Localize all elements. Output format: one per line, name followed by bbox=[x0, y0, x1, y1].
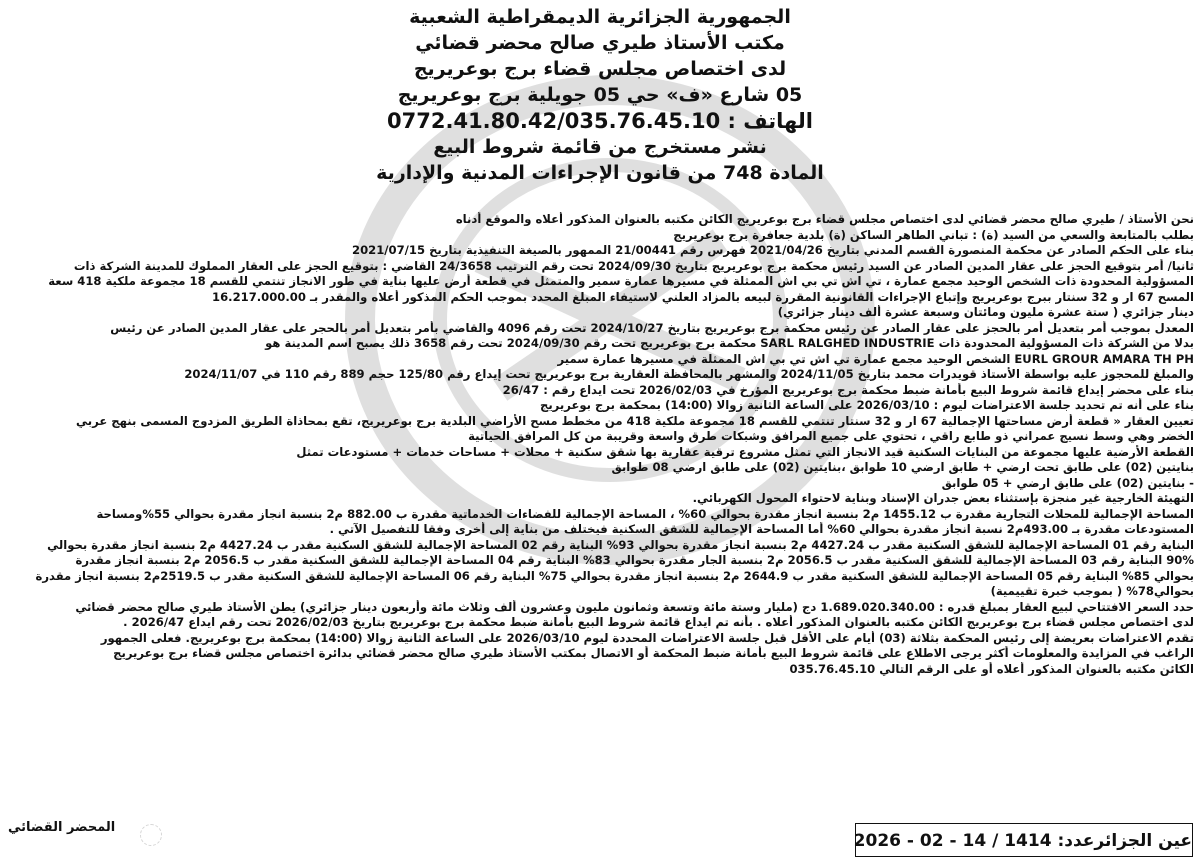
office-phone: الهاتف : 0772.41.80.42/035.76.45.10 bbox=[387, 109, 813, 133]
body-line: - بنايتين (02) على طابق ارضي + 05 طوابق bbox=[941, 475, 1194, 490]
notice-body bbox=[6, 212, 1194, 677]
body-line: المستودعات مقدرة بـ 493.00م2 نسبة انجاز مقدرة بحوالي 60% أما المساحة الإجمالية للشقق السكنية فيختلف من بناية إلى أخرى وفقا للتفصيل الآتي . bbox=[329, 522, 1194, 536]
body-line: دينار جزائري ( ستة عشرة مليون ومائتان وسبعة عشرة ألف دينار جزائري) bbox=[777, 305, 1194, 319]
office-name: مكتب الأستاذ طيري صالح محضر قضائي bbox=[415, 32, 785, 54]
body-line: المسح 67 ار و 32 سنتار ببرج بوعريريج وإتباع الإجراءات القانونية المقررة لبيعه بالمزاد العلني لاستيفاء المبلغ المحدد بموجب الحكم المذكور أعلاه والمقدر بـ 16.217.000.00 bbox=[212, 289, 1194, 304]
body-line: بدلا من الشركة ذات المسؤولية المحدودة ذات SARL RALGHED INDUSTRIE محكمة برج بوعريريج تحت رقم 2024/09/30 تحت رقم 3658 ذلك يصبح اسم المدينة هو bbox=[265, 336, 1194, 350]
republic-title: الجمهورية الجزائرية الديمقراطية الشعبية bbox=[409, 6, 791, 28]
body-line: تقدم الاعتراضات بعريضة إلى رئيس المحكمة بثلاثة (03) أيام على الأقل قبل جلسة الاعتراضات المحددة ليوم 2026/03/10 على الساعة الثانية زوالا (14:00) بمحكمة برج بوعريريج. فعلى الجمهور bbox=[100, 630, 1194, 645]
body-line: EURL GROUR AMARA TH PH الشخص الوحيد مجمع عمارة تي اش تي بي اش الممثلة في مسيرها عمارة سمير bbox=[557, 351, 1194, 366]
body-line: 90% البناية رقم 03 المساحة الإجمالية للشقق السكنية مقدر ب 2056.5 م2 بنسبة الجار مقدرة بحوالي 83% البناية رقم 04 المساحة الإجمالية للشقق السكنية مقدر ب 2056.5 م2 بنسبة انجاز مقدرة bbox=[75, 553, 1194, 567]
body-line: بحوالي 85% البناية رقم 05 المساحة الإجمالية للشقق السكنية مقدر ب 2644.9 م2 بنسبة انجاز مقدرة بحوالي 75% البناية رقم 06 المساحة الإجمالية للشقق السكنية مقدر ب 2519.5م2 بنسبة انجاز مقدرة bbox=[35, 568, 1194, 583]
body-line: بطلب بالمتابعة والسعي من السيد (ة) : تباني الطاهر الساكن (ة) بلدية جعافرة برج بوعريريج bbox=[673, 227, 1194, 242]
body-line: بناء على الحكم الصادر عن محكمة المنصورة القسم المدني بتاريخ 2021/04/26 فهرس رقم 21/00441 الممهور بالصيغة التنفيذية بتاريخ 2021/07/15 bbox=[352, 243, 1194, 257]
body-line: بناء على محضر إيداع قائمة شروط البيع بأمانة ضبط محكمة برج بوعريريج المؤرخ في 2026/02/03 تحت ايداع رقم : 26/47 bbox=[502, 382, 1194, 397]
body-line: حدد السعر الافتتاحي لبيع العقار بمبلغ قدره : 1.689.020.340.00 دج (مليار وستة مائة وتسعة وثمانون مليون وعشرون ألف وثلاث مائة وأربعون دينار جزائري) يطن الأستاذ طيري صالح محضر قضائي bbox=[75, 599, 1194, 614]
office-address: 05 شارع «ف» حي 05 جويلية برج بوعريريج bbox=[397, 84, 803, 106]
body-line: القطعة الأرضية عليها مجموعة من البنايات السكنية قيد الانجاز التي تمثل مشروع ترقية عقارية بها شقق سكنية + محلات + مساحات خدمات + مستودعات تمثل bbox=[296, 444, 1194, 459]
publication-reference: عين الجزائرعدد: 1414 / 14 - 02 - 2026 bbox=[855, 823, 1193, 857]
body-line: المساحة الإجمالية للمحلات التجارية مقدرة ب 1455.12 م2 بنسبة انجاز مقدرة بحوالي 60% ، المساحة الإجمالية للفضاءات الخدماتية مقدرة ب 882.00 م2 بنسبة انجاز مقدرة بحوالي 55%ومساحة bbox=[96, 506, 1194, 521]
body-line: بناء على أنه تم تحديد جلسة الاعتراضات ليوم : 2026/03/10 على الساعة الثانية زوالا (14:00) بمحكمة برج بوعريريج bbox=[539, 398, 1194, 412]
seal-icon bbox=[140, 824, 162, 846]
notice-header bbox=[250, 4, 950, 186]
body-line: المسؤولية المحدودة ذات الشخص الوحيد مجمع عمارة ، تي اش تي بي اش الممثلة في مسيرها عمارة سمير والمتمثل في قطعة أرض عليها بناية في طور الانجاز تنتمي للقسم 18 مجموعة ملكية 418 سعة bbox=[48, 274, 1194, 288]
notice-title: نشر مستخرج من قائمة شروط البيع bbox=[433, 136, 767, 158]
body-line: الخضر وهي وسط نسيج عمراني ذو طابع راقي ، تحتوي على جميع المرافق وشبكات طرق واسعة وقريبة من كل المرافق الحياتية bbox=[468, 429, 1194, 443]
body-line: نحن الأستاذ / طيري صالح محضر قضائي لدى اختصاص مجلس قضاء برج بوعريريج الكائن مكتبه بالعنوان المذكور أعلاه والموقع أدناه bbox=[455, 212, 1194, 226]
body-line: البناية رقم 01 المساحة الإجمالية للشقق السكنية مقدر ب 4427.24 م2 بنسبة انجاز مقدرة بحوالي 93% البناية رقم 02 المساحة الإجمالية للشقق السكنية مقدر ب 4427.24 م2 بنسبة انجاز مقدرة بحوالي bbox=[47, 537, 1194, 552]
body-line: التهيئة الخارجية غير منجزة بإستثناء بعض جدران الإسناد وبناية لاحتواء المحول الكهربائي. bbox=[692, 491, 1194, 505]
body-line: تعيين العقار « قطعة أرض مساحتها الإجمالية 67 ار و 32 سنتار تنتمي للقسم 18 مجموعة ملكية 418 من مخطط مسح الأراضي البلدية برج بوعريريج، تقع بمحاذاة الطريق المزدوج المسمى بنهج عربي bbox=[76, 413, 1194, 428]
jurisdiction: لدى اختصاص مجلس قضاء برج بوعريريج bbox=[413, 58, 787, 80]
body-line: لدى اختصاص مجلس قضاء برج بوعريريج الكائن مكتبه بالعنوان المذكور أعلاه . بأنه تم ايداع قائمة شروط البيع بأمانة ضبط محكمة برج بوعريريج بتاريخ 2026/02/03 تحت رقم ايداع 2026/47 . bbox=[123, 615, 1194, 629]
body-line: الكائن مكتبه بالعنوان المذكور أعلاه أو على الرقم التالي 035.76.45.10 bbox=[789, 661, 1194, 676]
body-line: بحوالي78% ( بموجب خبرة تقييمية) bbox=[990, 584, 1194, 598]
body-line: الراغب في المزايدة والمعلومات أكثر يرجى الاطلاع على قائمة شروط البيع بأمانة ضبط المحكمة أو الاتصال بمكتب الأستاذ طيري صالح محضر قضائي بدائرة اختصاص مجلس قضاء برج بوعريريج bbox=[113, 646, 1194, 660]
article-reference: المادة 748 من قانون الإجراءات المدنية والإدارية bbox=[376, 162, 824, 184]
body-line: بنايتين (02) على طابق تحت ارضي + طابق ارضي 10 طوابق ،بنايتين (02) على طابق ارضي 08 طوابق bbox=[611, 460, 1194, 474]
body-line: والمبلغ للمحجوز عليه بواسطة الأستاذ قويدرات محمد بتاريخ 2024/11/05 والمشهر بالمحافظة العقارية برج بوعريريج تحت إيداع رقم 125/80 حجم 889 رقم 110 في 2024/11/07 bbox=[184, 367, 1194, 381]
body-line: ثانيا/ أمر بتوقيع الحجز على عقار المدين الصادر عن السيد رئيس محكمة برج بوعريريج بتاريخ 2024/09/30 تحت رقم الترتيب 24/3658 القاضي : بتوقيع الحجز على العقار المملوك للمدينة الشركة ذات bbox=[73, 258, 1194, 273]
body-line: المعدل بموجب أمر بتعديل أمر بالحجز على عقار الصادر عن رئيس محكمة برج بوعريريج بتاريخ 2024/10/27 تحت رقم 4096 والقاضي بأمر بتعديل أمر بالحجر على عقار المدين الصادر عن رئيس bbox=[110, 320, 1194, 335]
bailiff-signature-label: المحضر القضائي bbox=[8, 820, 116, 835]
